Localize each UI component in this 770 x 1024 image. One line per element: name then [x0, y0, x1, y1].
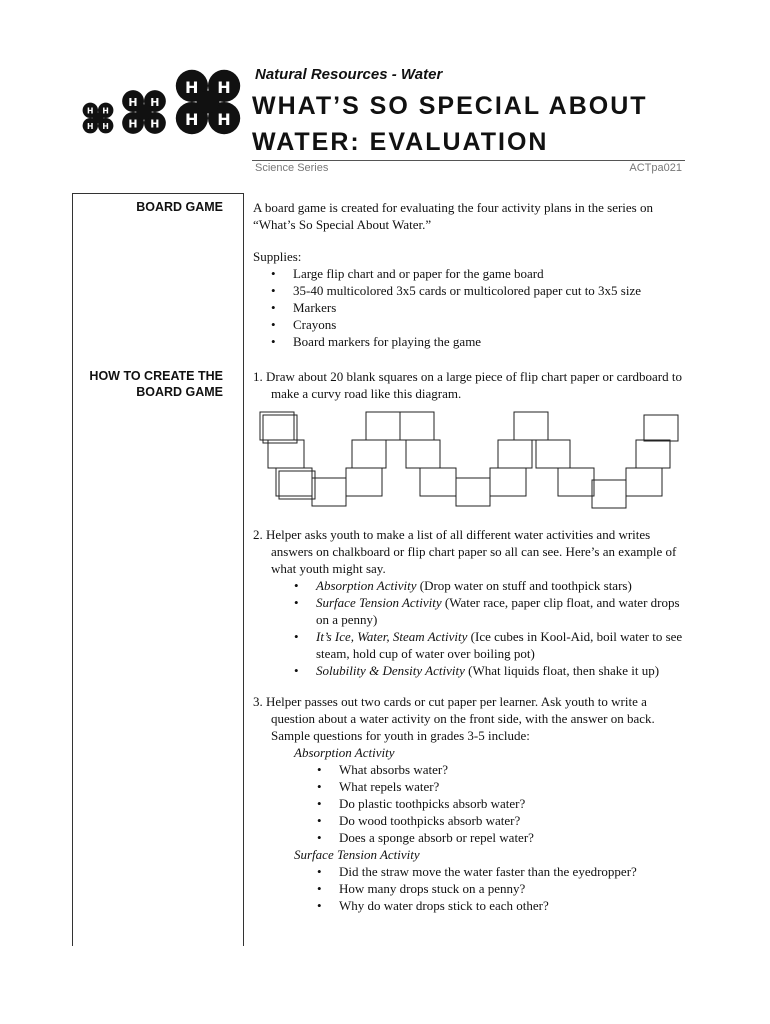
- list-item: • Markers: [293, 299, 688, 316]
- title-line-2: WATER: EVALUATION: [252, 128, 549, 156]
- list-item: • Why do water drops stick to each other?: [339, 897, 688, 914]
- list-item: • Does a sponge absorb or repel water?: [339, 829, 688, 846]
- activity-detail: (Ice cubes in Kool-Aid, boil water to see steam, hold cup of water over boiling pot): [316, 629, 683, 661]
- series-heading: Natural Resources - Water: [255, 66, 443, 83]
- activity-name: Surface Tension Activity: [316, 595, 442, 610]
- how-to-line-1: HOW TO CREATE THE: [89, 369, 223, 383]
- four-leaf-clover-icon: [83, 103, 114, 134]
- header-divider: [252, 160, 685, 161]
- supplies-heading: Supplies:: [253, 249, 302, 264]
- four-leaf-clover-icon: [176, 70, 240, 134]
- list-item: • Do plastic toothpicks absorb water?: [339, 795, 688, 812]
- activity-name: It’s Ice, Water, Steam Activity: [316, 629, 468, 644]
- document-code: ACTpa021: [629, 162, 682, 174]
- step-3-intro: 3. Helper passes out two cards or cut paper per learner. Ask youth to write a question about a water activity on the front side, with the answer on back. Sample questions for youth in grades 3-5 include:: [253, 694, 655, 743]
- list-item: • 35-40 multicolored 3x5 cards or multicolored paper cut to 3x5 size: [293, 282, 688, 299]
- step-1-text: 1. Draw about 20 blank squares on a large piece of flip chart paper or cardboard to make a curvy road like this diagram.: [253, 369, 682, 401]
- list-item: • What absorbs water?: [339, 761, 688, 778]
- list-item: • Did the straw move the water faster than the eyedropper?: [339, 863, 688, 880]
- activity-detail: (What liquids float, then shake it up): [464, 663, 660, 678]
- list-item: [316, 662, 688, 679]
- activity-detail: (Drop water on stuff and toothpick stars): [416, 578, 632, 593]
- sidebar-label-how-to-create: [89, 368, 223, 400]
- svg-text:H: H: [128, 95, 138, 109]
- list-item: • Crayons: [293, 316, 688, 333]
- list-item: [316, 577, 688, 594]
- svg-text:H: H: [185, 110, 199, 129]
- list-item: • Large flip chart and or paper for the game board: [293, 265, 688, 282]
- svg-text:H: H: [87, 106, 94, 116]
- four-leaf-clover-icon: [122, 90, 166, 134]
- list-item: • Do wood toothpicks absorb water?: [339, 812, 688, 829]
- step-2-intro: 2. Helper asks youth to make a list of all different water activities and writes answers on chalkboard or flip chart paper so all can see. Here’s an example of what youth might say.: [253, 527, 677, 576]
- list-item: • What repels water?: [339, 778, 688, 795]
- how-to-line-2: BOARD GAME: [136, 385, 223, 399]
- step-1: [253, 368, 688, 402]
- activity-detail: (Water race, paper clip float, and water drops on a penny): [316, 595, 680, 627]
- absorption-heading: Absorption Activity: [294, 745, 395, 760]
- svg-text:H: H: [87, 122, 94, 131]
- svg-text:H: H: [102, 122, 109, 131]
- svg-text:H: H: [150, 95, 160, 109]
- list-item: • Board markers for playing the game: [293, 333, 688, 350]
- page-title: [252, 88, 648, 160]
- step-2: [253, 526, 688, 679]
- step-3: [253, 693, 688, 914]
- svg-text:H: H: [150, 117, 160, 131]
- sidebar-column: [72, 193, 244, 946]
- supplies-section: [253, 248, 688, 350]
- science-series-label: Science Series: [255, 162, 329, 174]
- activity-name: Absorption Activity: [316, 578, 417, 593]
- 4h-logos: [78, 66, 248, 142]
- svg-text:H: H: [185, 77, 199, 97]
- surface-tension-heading: Surface Tension Activity: [294, 847, 420, 862]
- intro-text: A board game is created for evaluating the four activity plans in the series on “What’s So Special About Water.”: [253, 200, 653, 232]
- list-item: [316, 628, 688, 662]
- svg-text:H: H: [128, 117, 138, 131]
- svg-text:H: H: [102, 106, 109, 116]
- intro-section: [253, 199, 688, 233]
- activity-name: Solubility & Density Activity: [316, 663, 465, 678]
- list-item: [316, 594, 688, 628]
- title-line-1: WHAT’S SO SPECIAL ABOUT: [252, 92, 648, 120]
- svg-text:H: H: [217, 110, 231, 129]
- board-game-diagram: [258, 410, 684, 510]
- list-item: • How many drops stuck on a penny?: [339, 880, 688, 897]
- sidebar-label-board-game: BOARD GAME: [136, 200, 223, 214]
- svg-text:H: H: [217, 77, 231, 97]
